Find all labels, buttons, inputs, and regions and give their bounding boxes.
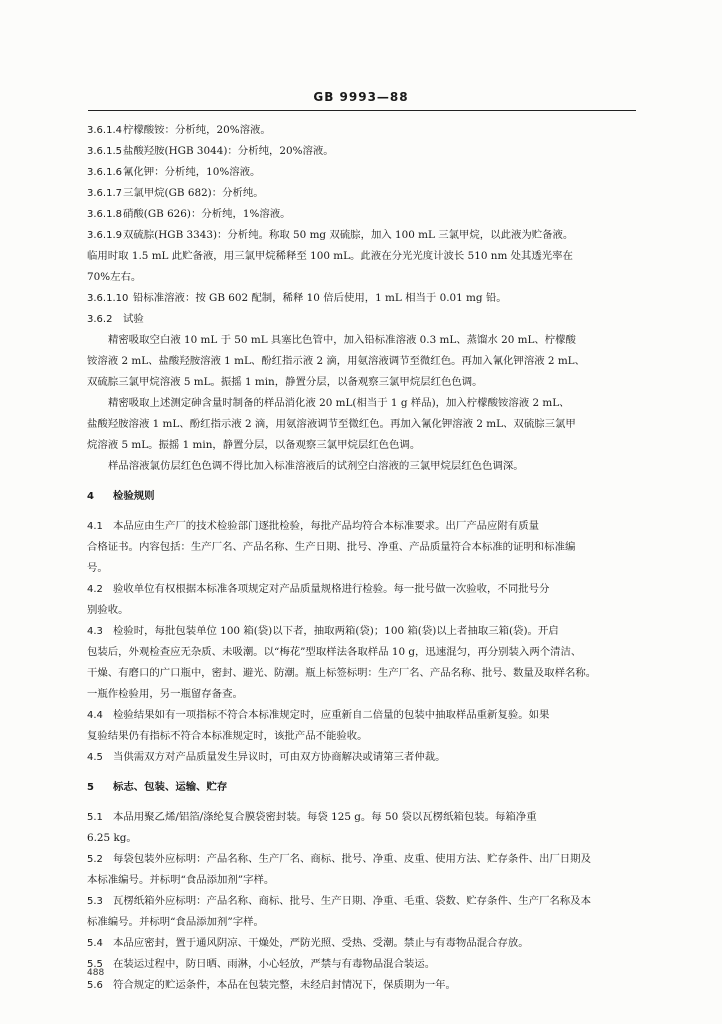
text-line bbox=[87, 558, 642, 579]
clause-text: 盐酸羟胺(HGB 3044)：分析纯，20%溶液。 bbox=[123, 145, 334, 157]
clause-number: 4.5 bbox=[87, 752, 103, 763]
section-gap bbox=[87, 768, 642, 777]
text-line bbox=[87, 456, 642, 477]
clause-text: 当供需双方对产品质量发生异议时，可由双方协商解决或请第三者仲裁。 bbox=[113, 751, 446, 763]
clause-text: 每袋包装外应标明：产品名称、生产厂名、商标、批号、净重、皮重、使用方法、贮存条件、出厂日期及 bbox=[113, 853, 591, 865]
text-line bbox=[87, 828, 642, 849]
clause-text: 符合规定的贮运条件，本品在包装完整，未经启封情况下，保质期为一年。 bbox=[113, 979, 456, 991]
clause-text: 本品应由生产厂的技术检验部门逐批检验，每批产品均符合本标准要求。出厂产品应附有质量 bbox=[113, 520, 540, 532]
clause-text: 瓦楞纸箱外应标明：产品名称、商标、批号、生产日期、净重、毛重、袋数、贮存条件、生产厂名称及本 bbox=[113, 895, 591, 907]
clause-text: 复验结果仍有指标不符合本标准规定时，该批产品不能验收。 bbox=[87, 730, 368, 742]
clause-text: 在装运过程中，防日晒、雨淋，小心轻放，严禁与有毒物品混合装运。 bbox=[113, 958, 436, 970]
clause-line bbox=[87, 120, 642, 141]
clause-number: 4.4 bbox=[87, 710, 103, 721]
clause-text: 烷溶液 5 mL。振摇 1 min，静置分层，以备观察三氯甲烷层红色色调。 bbox=[87, 439, 421, 451]
clause-line bbox=[87, 183, 642, 204]
clause-text: 6.25 kg。 bbox=[87, 832, 137, 844]
text-line bbox=[87, 912, 642, 933]
text-line bbox=[87, 600, 642, 621]
clause-text: 号。 bbox=[87, 562, 108, 574]
clause-text: 别验收。 bbox=[87, 604, 129, 616]
clause-number: 3.6.1.7 bbox=[87, 188, 122, 199]
clause-number: 5.3 bbox=[87, 896, 103, 907]
clause-text: 精密吸取空白液 10 mL 于 50 mL 具塞比色管中，加入铅标准溶液 0.3 mL、蒸馏水 20 mL、柠檬酸 bbox=[108, 334, 576, 346]
clause-text: 样品溶液氯仿层红色色调不得比加入标准溶液后的试剂空白溶液的三氯甲烷层红色色调深。 bbox=[108, 460, 524, 472]
clause-text: 检验结果如有一项指标不符合本标准规定时，应重新自二倍量的包装中抽取样品重新复验。如果 bbox=[113, 709, 550, 721]
section-gap bbox=[87, 477, 642, 486]
clause-number: 3.6.1.6 bbox=[87, 167, 122, 178]
clause-line bbox=[87, 747, 642, 768]
clause-text: 本品用聚乙烯/铝箔/涤纶复合膜袋密封装。每袋 125 g。每 50 袋以瓦楞纸箱包装。每箱净重 bbox=[113, 811, 537, 823]
clause-text: 双硫腙(HGB 3343)：分析纯。称取 50 mg 双硫腙，加入 100 mL 三氯甲烷，以此液为贮备液。 bbox=[123, 229, 574, 241]
clause-text: 70%左右。 bbox=[87, 271, 142, 283]
clause-text: 精密吸取上述测定砷含量时制备的样品消化液 20 mL(相当于 1 g 样品)，加入柠檬酸铵溶液 2 mL、 bbox=[108, 397, 570, 409]
clause-number: 5.6 bbox=[87, 980, 103, 991]
clause-line bbox=[87, 975, 642, 996]
text-line bbox=[87, 870, 642, 891]
clause-text: 验收单位有权根据本标准各项规定对产品质量规格进行检验。每一批号做一次验收，不同批号分 bbox=[113, 583, 550, 595]
clause-text: 合格证书。内容包括：生产厂名、产品名称、生产日期、批号、净重、产品质量符合本标准的证明和标准编 bbox=[87, 541, 576, 553]
clause-number: 5.1 bbox=[87, 812, 103, 823]
clause-text: 临用时取 1.5 mL 此贮备液，用三氯甲烷稀释至 100 mL。此液在分光光度计波长 510 nm 处其透光率在 bbox=[87, 250, 573, 262]
clause-number: 4 bbox=[87, 491, 94, 502]
clause-text: 标准编号。并标明“食品添加剂”字样。 bbox=[87, 916, 264, 928]
clause-line bbox=[87, 162, 642, 183]
clause-text: 盐酸羟胺溶液 1 mL、酚红指示液 2 滴，用氨溶液调节至微红色。再加入氰化钾溶液 2 mL、双硫腙三氯甲 bbox=[87, 418, 576, 430]
clause-line bbox=[87, 807, 642, 828]
clause-number: 3.6.1.5 bbox=[87, 146, 122, 157]
clause-text: 标志、包装、运输、贮存 bbox=[113, 781, 228, 793]
clause-number: 3.6.2 bbox=[87, 314, 113, 325]
clause-line bbox=[87, 891, 642, 912]
clause-number: 5 bbox=[87, 782, 94, 793]
clause-number: 3.6.1.4 bbox=[87, 125, 122, 136]
clause-line bbox=[87, 309, 642, 330]
text-line bbox=[87, 330, 642, 351]
clause-line bbox=[87, 705, 642, 726]
text-line bbox=[87, 351, 642, 372]
clause-text: 检验时，每批包装单位 100 箱(袋)以下者，抽取两箱(袋)；100 箱(袋)以上者抽取三箱(袋)。开启 bbox=[113, 625, 559, 637]
clause-line bbox=[87, 849, 642, 870]
clause-number: 3.6.1.8 bbox=[87, 209, 122, 220]
clause-text: 双硫腙三氯甲烷溶液 5 mL。振摇 1 min，静置分层，以备观察三氯甲烷层红色色调。 bbox=[87, 376, 483, 388]
text-line bbox=[87, 684, 642, 705]
clause-line bbox=[87, 516, 642, 537]
text-line bbox=[87, 246, 642, 267]
section-gap bbox=[87, 507, 642, 516]
clause-number: 5.2 bbox=[87, 854, 103, 865]
clause-text: 硝酸(GB 626)：分析纯，1%溶液。 bbox=[123, 208, 291, 220]
standard-code: GB 9993—88 bbox=[313, 90, 409, 104]
clause-text: 氰化钾：分析纯，10%溶液。 bbox=[123, 166, 261, 178]
document-body bbox=[87, 120, 642, 996]
text-line bbox=[87, 267, 642, 288]
clause-number: 3.6.1.9 bbox=[87, 230, 122, 241]
clause-text: 本品应密封，置于通风阴凉、干燥处，严防光照、受热、受潮。禁止与有毒物品混合存放。 bbox=[113, 937, 529, 949]
clause-line bbox=[87, 954, 642, 975]
clause-number: 4.3 bbox=[87, 626, 103, 637]
page-number: 488 bbox=[87, 968, 105, 978]
clause-line bbox=[87, 579, 642, 600]
text-line bbox=[87, 393, 642, 414]
section-heading bbox=[87, 486, 642, 507]
clause-number: 5.4 bbox=[87, 938, 103, 949]
section-gap bbox=[87, 798, 642, 807]
clause-line bbox=[87, 225, 642, 246]
text-line bbox=[87, 537, 642, 558]
clause-text: 铅标准溶液：按 GB 602 配制，稀释 10 倍后使用，1 mL 相当于 0.01 mg 铅。 bbox=[133, 292, 507, 304]
clause-text: 一瓶作检验用，另一瓶留存备查。 bbox=[87, 688, 243, 700]
clause-number: 4.2 bbox=[87, 584, 103, 595]
clause-line bbox=[87, 204, 642, 225]
text-line bbox=[87, 663, 642, 684]
text-line bbox=[87, 642, 642, 663]
clause-number: 4.1 bbox=[87, 521, 103, 532]
clause-line bbox=[87, 141, 642, 162]
clause-number: 5.5 bbox=[87, 959, 103, 970]
clause-text: 干燥、有磨口的广口瓶中，密封、避光、防潮。瓶上标签标明：生产厂名、产品名称、批号、数量及取样名称。 bbox=[87, 667, 597, 679]
clause-text: 试验 bbox=[123, 313, 144, 325]
clause-text: 检验规则 bbox=[113, 490, 155, 502]
text-line bbox=[87, 435, 642, 456]
header-rule bbox=[88, 110, 636, 111]
clause-text: 本标准编号。并标明“食品添加剂”字样。 bbox=[87, 874, 275, 886]
clause-line bbox=[87, 621, 642, 642]
section-heading bbox=[87, 777, 642, 798]
clause-number: 3.6.1.10 bbox=[87, 293, 129, 304]
text-line bbox=[87, 414, 642, 435]
text-line bbox=[87, 372, 642, 393]
clause-text: 三氯甲烷(GB 682)：分析纯。 bbox=[123, 187, 264, 199]
clause-text: 铵溶液 2 mL、盐酸羟胺溶液 1 mL、酚红指示液 2 滴，用氨溶液调节至微红色。再加入氰化钾溶液 2 mL、 bbox=[87, 355, 585, 367]
text-line bbox=[87, 726, 642, 747]
clause-line bbox=[87, 933, 642, 954]
clause-line bbox=[87, 288, 642, 309]
clause-text: 柠檬酸铵：分析纯，20%溶液。 bbox=[123, 124, 271, 136]
clause-text: 包装后，外观检查应无杂质、未吸潮。以“梅花”型取样法各取样品 10 g，迅速混匀，再分别装入两个清洁、 bbox=[87, 646, 582, 658]
